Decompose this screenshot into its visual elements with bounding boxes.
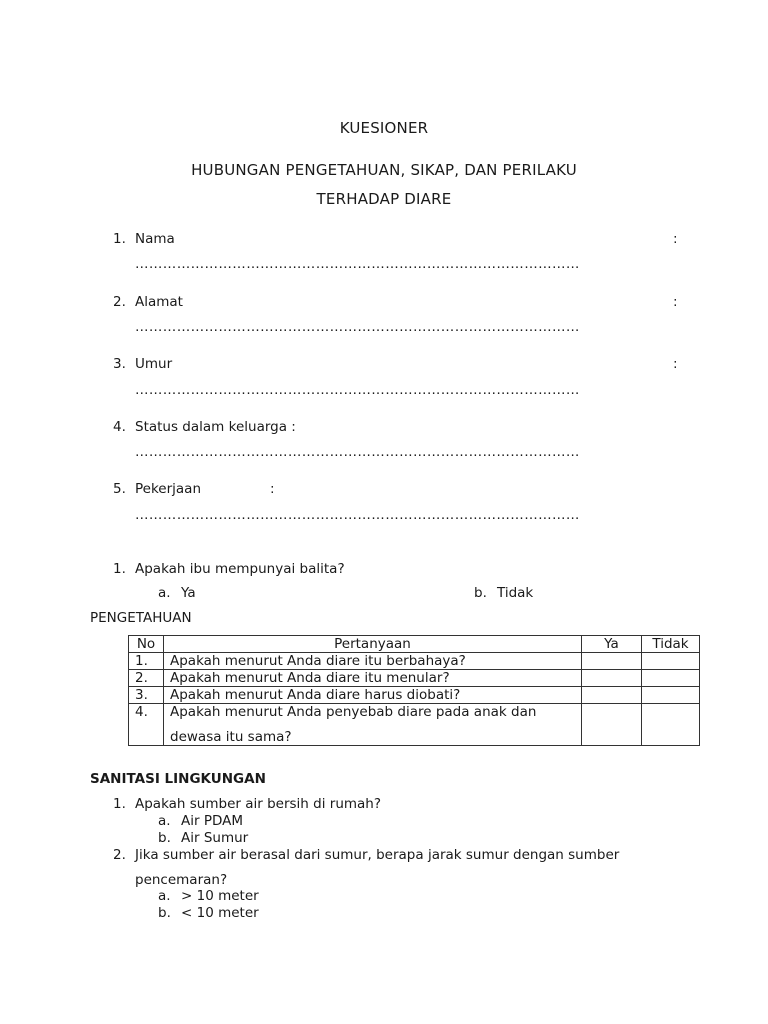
row-number: 1. (129, 653, 164, 670)
item-number: 1. (113, 796, 126, 812)
option-more-than-10: > 10 meter (181, 888, 259, 904)
question-text-line-1: Jika sumber air berasal dari sumur, berapa jarak sumur dengan sumber (135, 847, 620, 863)
item-number: 4. (113, 419, 126, 435)
row-question: Apakah menurut Anda diare itu berbahaya? (164, 653, 582, 670)
answer-cell-ya[interactable] (582, 704, 642, 746)
header-no: No (129, 636, 164, 653)
question-text: Apakah ibu mempunyai balita? (135, 561, 345, 577)
row-number: 4. (129, 704, 164, 746)
header-tidak: Tidak (642, 636, 700, 653)
page-subtitle-line-2: TERHADAP DIARE (316, 190, 452, 208)
row-question-line-2: dewasa itu sama? (170, 729, 292, 745)
option-letter: b. (474, 585, 487, 601)
answer-cell-tidak[interactable] (642, 653, 700, 670)
pengetahuan-table (128, 635, 700, 746)
field-label: Pekerjaan (135, 481, 202, 497)
section-heading-sanitasi: SANITASI LINGKUNGAN (90, 771, 266, 787)
field-label: Nama (135, 231, 175, 247)
question-text-line-2: pencemaran? (135, 872, 228, 888)
question-text: Apakah sumber air bersih di rumah? (135, 796, 382, 812)
field-colon: : (673, 294, 678, 310)
row-question (164, 704, 582, 746)
fill-in-dots: …………………………………………………………………………………… (135, 507, 580, 523)
item-number: 3. (113, 356, 126, 372)
field-label: Umur (135, 356, 173, 372)
fill-in-dots: …………………………………………………………………………………… (135, 382, 580, 398)
table-header-row (129, 636, 700, 653)
row-number: 2. (129, 670, 164, 687)
table-row (129, 670, 700, 687)
option-tidak: Tidak (497, 585, 534, 601)
header-pertanyaan: Pertanyaan (164, 636, 582, 653)
field-label: Alamat (135, 294, 183, 310)
row-question: Apakah menurut Anda diare harus diobati? (164, 687, 582, 704)
section-heading-pengetahuan: PENGETAHUAN (90, 610, 192, 626)
answer-cell-ya[interactable] (582, 670, 642, 687)
row-number: 3. (129, 687, 164, 704)
option-ya: Ya (181, 585, 196, 601)
item-number: 5. (113, 481, 126, 497)
answer-cell-ya[interactable] (582, 653, 642, 670)
option-less-than-10: < 10 meter (181, 905, 259, 921)
option-letter: a. (158, 813, 171, 829)
option-air-pdam: Air PDAM (181, 813, 244, 829)
option-letter: b. (158, 905, 171, 921)
answer-cell-ya[interactable] (582, 687, 642, 704)
field-label: Status dalam keluarga : (135, 419, 296, 435)
header-ya: Ya (582, 636, 642, 653)
field-colon: : (270, 481, 275, 497)
page-subtitle-line-1: HUBUNGAN PENGETAHUAN, SIKAP, DAN PERILAKU (191, 161, 577, 179)
option-letter: a. (158, 888, 171, 904)
field-colon: : (673, 356, 678, 372)
table-row (129, 687, 700, 704)
fill-in-dots: …………………………………………………………………………………… (135, 444, 580, 460)
fill-in-dots: …………………………………………………………………………………… (135, 256, 580, 272)
table-row (129, 704, 700, 746)
row-question-line-1: Apakah menurut Anda penyebab diare pada anak dan (170, 704, 537, 720)
field-colon: : (673, 231, 678, 247)
item-number: 1. (113, 561, 126, 577)
item-number: 2. (113, 847, 126, 863)
fill-in-dots: …………………………………………………………………………………… (135, 319, 580, 335)
item-number: 2. (113, 294, 126, 310)
table-row (129, 653, 700, 670)
answer-cell-tidak[interactable] (642, 704, 700, 746)
answer-cell-tidak[interactable] (642, 670, 700, 687)
option-letter: b. (158, 830, 171, 846)
row-question: Apakah menurut Anda diare itu menular? (164, 670, 582, 687)
answer-cell-tidak[interactable] (642, 687, 700, 704)
option-air-sumur: Air Sumur (181, 830, 249, 846)
option-letter: a. (158, 585, 171, 601)
item-number: 1. (113, 231, 126, 247)
page-title: KUESIONER (339, 119, 429, 137)
